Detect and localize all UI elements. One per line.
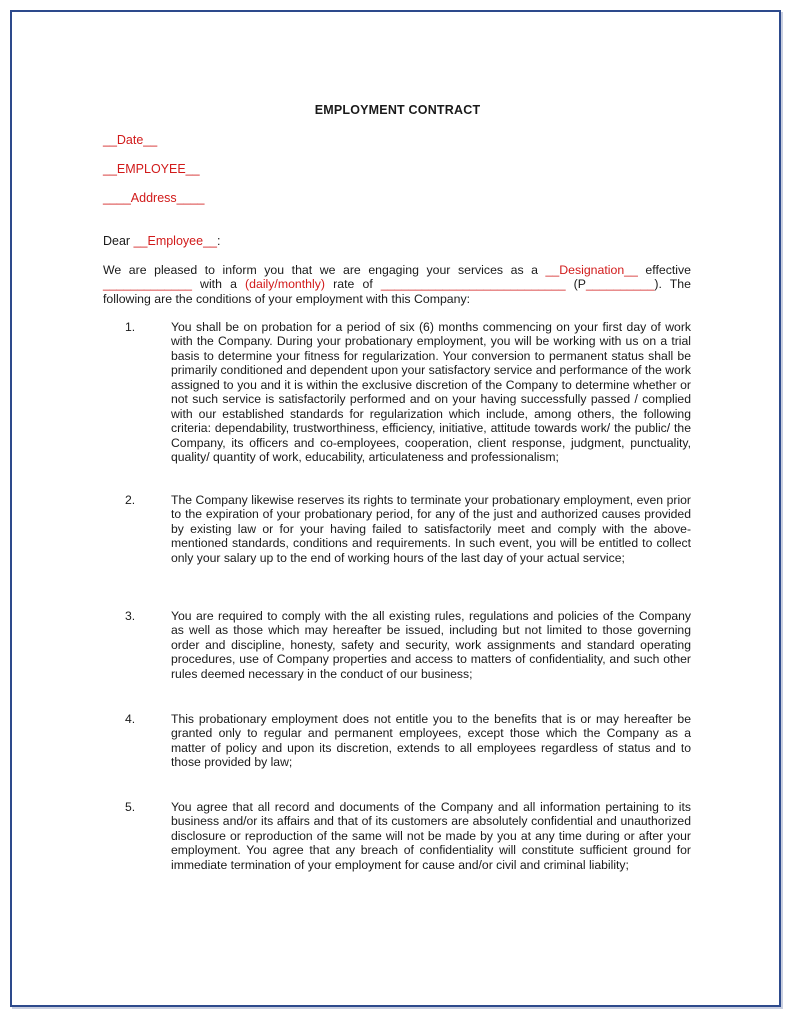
intro-text-1: We are pleased to inform you that we are engaging your services as a bbox=[103, 263, 546, 277]
intro-text-6: ). The bbox=[654, 277, 691, 292]
address-field: ____Address____ bbox=[103, 191, 205, 205]
salutation-prefix: Dear bbox=[103, 234, 134, 248]
employee-field: __EMPLOYEE__ bbox=[103, 162, 200, 176]
rate-amount-blank: ___________________________ bbox=[380, 277, 566, 292]
clause-number: 2. bbox=[125, 493, 136, 507]
effective-date-blank: _____________ bbox=[103, 277, 192, 292]
clause-text: This probationary employment does not entitle you to the benefits that is or may hereafter be granted only to regular and permanent employees, except those which the Company as a matter of policy and upon its discretion, extends to all employees regardless of status and to those provided by law; bbox=[171, 712, 691, 770]
clause-text: The Company likewise reserves its rights to terminate your probationary employment, even prior to the expiration of your probationary period, for any of the just and authorized causes provided by existing law or for your having failed to satisfactorily meet and comply with the above-mentioned standards, conditions and requirements. In such event, you will be entitled to collect only your salary up to the end of working hours of the last day of your actual service; bbox=[171, 493, 691, 565]
salutation bbox=[103, 234, 220, 248]
designation-placeholder: __Designation__ bbox=[545, 263, 638, 277]
date-field: __Date__ bbox=[103, 133, 158, 147]
intro-text-5: (P bbox=[565, 277, 586, 292]
clause-number: 4. bbox=[125, 712, 136, 726]
salutation-suffix: : bbox=[216, 234, 221, 248]
intro-text-3: with a bbox=[191, 277, 246, 292]
salutation-name: __Employee__ bbox=[133, 234, 217, 248]
intro-line-1 bbox=[103, 263, 691, 277]
intro-text-2: effective bbox=[637, 263, 691, 277]
intro-text-4: rate of bbox=[325, 277, 381, 292]
peso-amount-blank: __________ bbox=[585, 277, 655, 292]
clause-text: You agree that all record and documents of the Company and all information pertaining to its business and/or its affairs and that of its customers are absolutely confidential and unauthorized disclosure or reproduction of the same will not be made by you at any time during or after your employment. You agree that any breach of confidentiality will constitute sufficient ground for immediate termination of your employment for cause and/or civil and criminal liability; bbox=[171, 800, 691, 872]
intro-line-2 bbox=[103, 277, 691, 291]
clause-text: You are required to comply with the all existing rules, regulations and policies of the Company as well as those which may hereafter be issued, including but not limited to those governing order and discipline, honesty, safety and security, work assignments and standard operating procedures, use of Company properties and access to matters of confidentiality, and such other rules deemed necessary in the conduct of our business; bbox=[171, 609, 691, 681]
document-title: EMPLOYMENT CONTRACT bbox=[314, 103, 481, 117]
intro-line-3: following are the conditions of your employment with this Company: bbox=[103, 291, 471, 306]
intro-paragraph bbox=[103, 263, 691, 306]
rate-type-placeholder: (daily/monthly) bbox=[245, 277, 326, 292]
clause-number: 3. bbox=[125, 609, 136, 623]
clause-number: 1. bbox=[125, 320, 136, 334]
clause-text: You shall be on probation for a period of six (6) months commencing on your first day of work with the Company. During your probationary employment, you will be working with us on a trial basis to determine your fitness for regularization. Your conversion to permanent status shall be primarily conditioned and dependent upon your satisfactory service and performance of the work assigned to you and it is within the exclusive discretion of the Company to determine whether or not such service is satisfactorily performed and on your having successfully passed / complied with our established standards for regularization which include, among others, the following criteria: dependability, trustworthiness, efficiency, initiative, attitude towards work/ the public/ the Company, its officers and co-employees, cooperation, client response, judgment, punctuality, quality/ quantity of work, educability, articulateness and professionalism; bbox=[171, 320, 691, 465]
clause-number: 5. bbox=[125, 800, 136, 814]
